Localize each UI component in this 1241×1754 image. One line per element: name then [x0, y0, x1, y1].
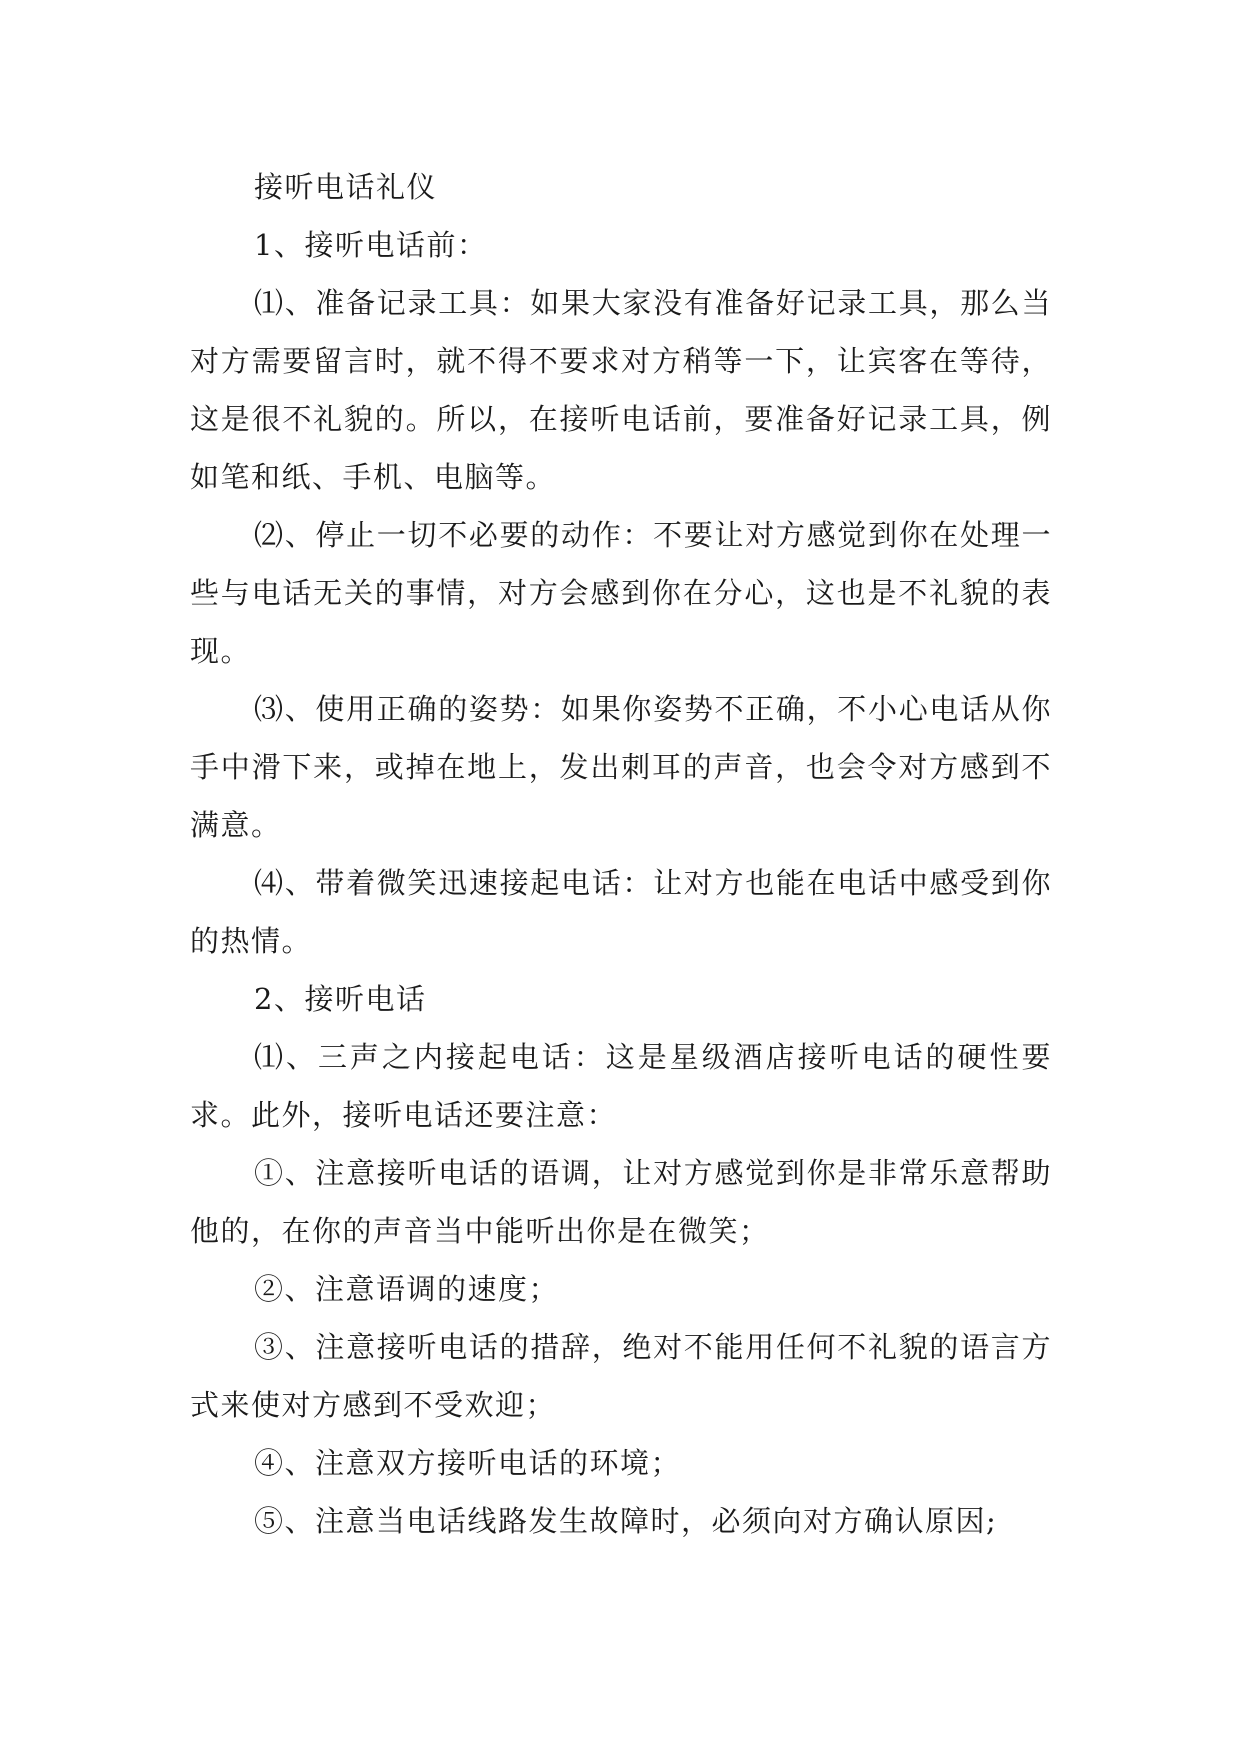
paragraph-three-rings: ⑴、三声之内接起电话：这是星级酒店接听电话的硬性要求。此外，接听电话还要注意： — [190, 1040, 1052, 1132]
section-heading-before-answering: 1、接听电话前： — [254, 228, 488, 262]
list-item-line-fault: ⑤、注意当电话线路发生故障时，必须向对方确认原因; — [254, 1504, 998, 1538]
list-item-speed: ②、注意语调的速度； — [254, 1272, 560, 1306]
paragraph-answer-with-smile: ⑷、带着微笑迅速接起电话：让对方也能在电话中感受到你的热情。 — [190, 866, 1052, 958]
list-item-wording: ③、注意接听电话的措辞，绝对不能用任何不礼貌的语言方式来使对方感到不受欢迎； — [190, 1330, 1052, 1422]
document-body — [190, 158, 1052, 1550]
list-item-environment: ④、注意双方接听电话的环境； — [254, 1446, 682, 1480]
paragraph-correct-posture: ⑶、使用正确的姿势：如果你姿势不正确，不小心电话从你手中滑下来，或掉在地上，发出刺耳的声音，也会令对方感到不满意。 — [190, 692, 1052, 842]
paragraph-prepare-tools: ⑴、准备记录工具：如果大家没有准备好记录工具，那么当对方需要留言时，就不得不要求对方稍等一下，让宾客在等待，这是很不礼貌的。所以，在接听电话前，要准备好记录工具，例如笔和纸、手机、电脑等。 — [190, 286, 1052, 494]
document-title: 接听电话礼仪 — [254, 170, 438, 204]
section-heading-answering: 2、接听电话 — [254, 982, 427, 1016]
paragraph-stop-actions: ⑵、停止一切不必要的动作：不要让对方感觉到你在处理一些与电话无关的事情，对方会感到你在分心，这也是不礼貌的表现。 — [190, 518, 1052, 668]
list-item-tone: ①、注意接听电话的语调，让对方感觉到你是非常乐意帮助他的，在你的声音当中能听出你是在微笑； — [190, 1156, 1052, 1248]
